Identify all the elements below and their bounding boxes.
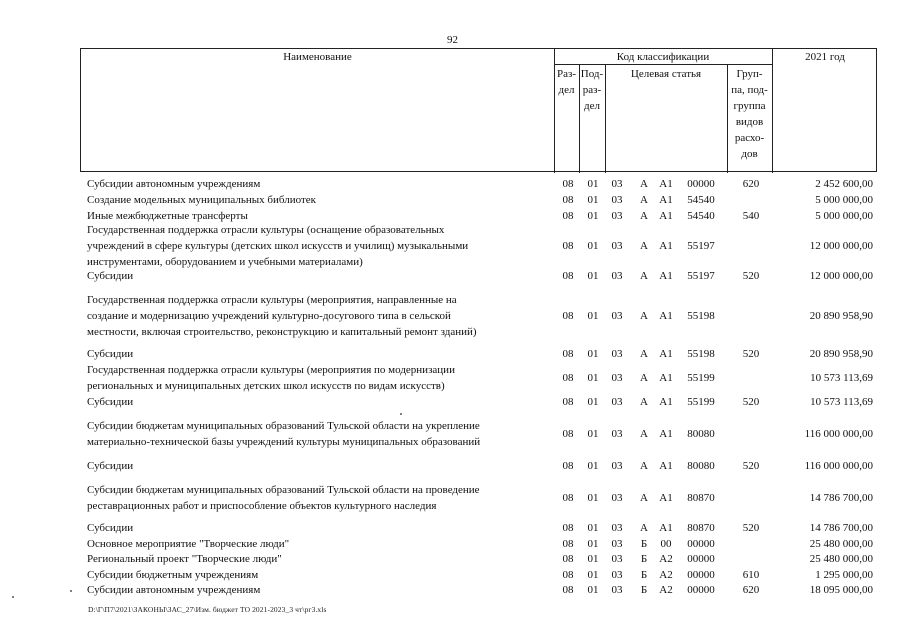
code-p: 01 <box>587 348 599 360</box>
table-row <box>87 418 877 450</box>
row-amount: 1 295 000,00 <box>815 569 873 581</box>
table-row <box>87 176 877 192</box>
code-t4: 55198 <box>687 348 715 360</box>
code-r: 08 <box>562 553 574 565</box>
code-p: 01 <box>587 492 599 504</box>
code-g: 520 <box>742 460 760 472</box>
code-g: 520 <box>742 522 760 534</box>
code-t3: А2 <box>659 569 673 581</box>
code-t1: 03 <box>611 210 623 222</box>
code-p: 01 <box>587 584 599 596</box>
row-name <box>87 268 547 284</box>
code-r: 08 <box>562 522 574 534</box>
table-row <box>87 268 877 284</box>
code-r: 08 <box>562 460 574 472</box>
row-name <box>87 394 547 410</box>
row-amount: 5 000 000,00 <box>815 210 873 222</box>
row-name <box>87 346 547 362</box>
table-row <box>87 482 877 514</box>
code-r: 08 <box>562 396 574 408</box>
table-header <box>80 48 877 172</box>
code-t2: А <box>640 178 648 190</box>
row-name-line: инструментами, оборудованием и учебными материалами) <box>87 256 363 268</box>
row-name <box>87 567 547 583</box>
code-t4: 00000 <box>687 569 715 581</box>
row-name-line: местности, включая строительство, реконструкцию и капитальный ремонт зданий) <box>87 326 477 338</box>
code-p: 01 <box>587 522 599 534</box>
row-name-line: Субсидии автономным учреждениям <box>87 178 261 190</box>
code-r: 08 <box>562 210 574 222</box>
code-r: 08 <box>562 240 574 252</box>
table-row <box>87 362 877 394</box>
code-r: 08 <box>562 270 574 282</box>
code-r: 08 <box>562 178 574 190</box>
row-amount: 25 480 000,00 <box>809 553 873 565</box>
code-t2: Б <box>640 538 648 550</box>
row-name-line: Государственная поддержка отрасли культуры (мероприятия по модернизации <box>87 364 455 376</box>
row-amount: 14 786 700,00 <box>809 522 873 534</box>
code-t4: 55197 <box>687 270 715 282</box>
code-p: 01 <box>587 538 599 550</box>
row-name <box>87 551 547 567</box>
code-t4: 00000 <box>687 178 715 190</box>
code-t3: А1 <box>659 210 673 222</box>
row-name-line: Субсидии <box>87 270 134 282</box>
code-t2: А <box>640 428 648 440</box>
scan-speck <box>400 413 402 415</box>
code-p: 01 <box>587 428 599 440</box>
table-row <box>87 536 877 552</box>
code-t3: А1 <box>659 348 673 360</box>
code-t1: 03 <box>611 396 623 408</box>
row-name <box>87 292 547 340</box>
code-p: 01 <box>587 240 599 252</box>
row-name-line: Субсидии <box>87 460 134 472</box>
row-amount: 20 890 958,90 <box>809 348 873 360</box>
code-t2: А <box>640 492 648 504</box>
code-t4: 80870 <box>687 522 715 534</box>
code-t4: 00000 <box>687 538 715 550</box>
code-t1: 03 <box>611 538 623 550</box>
code-t1: 03 <box>611 428 623 440</box>
code-t4: 55199 <box>687 396 715 408</box>
code-r: 08 <box>562 348 574 360</box>
row-amount: 10 573 113,69 <box>810 396 873 408</box>
code-t1: 03 <box>611 553 623 565</box>
code-t4: 54540 <box>687 210 715 222</box>
row-name <box>87 536 547 552</box>
code-t3: А1 <box>659 240 673 252</box>
row-name <box>87 482 547 514</box>
row-name-line: Субсидии бюджетам муниципальных образований Тульской области на укрепление <box>87 420 480 432</box>
table-row <box>87 582 877 598</box>
row-amount: 12 000 000,00 <box>809 270 873 282</box>
code-t2: А <box>640 372 648 384</box>
code-t1: 03 <box>611 584 623 596</box>
code-t3: А1 <box>659 194 673 206</box>
header-razdel: Раз- дел <box>556 68 576 96</box>
row-name-line: Региональный проект "Творческие люди" <box>87 553 282 565</box>
row-name-line: реставрационных работ и приспособление объектов культурного наследия <box>87 500 437 512</box>
code-t3: А1 <box>659 460 673 472</box>
code-p: 01 <box>587 569 599 581</box>
code-g: 520 <box>742 348 760 360</box>
code-r: 08 <box>562 492 574 504</box>
code-t2: Б <box>640 584 648 596</box>
code-t2: А <box>640 210 648 222</box>
row-amount: 12 000 000,00 <box>809 240 873 252</box>
code-t4: 54540 <box>687 194 715 206</box>
code-t3: А1 <box>659 396 673 408</box>
row-name-line: создание и модернизацию учреждений культурно-досугового типа в сельской <box>87 310 451 322</box>
row-name <box>87 582 547 598</box>
row-name-line: Субсидии автономным учреждениям <box>87 584 261 596</box>
table-row <box>87 394 877 410</box>
row-name <box>87 418 547 450</box>
row-amount: 10 573 113,69 <box>810 372 873 384</box>
code-t3: А1 <box>659 428 673 440</box>
row-name-line: Субсидии бюджетам муниципальных образований Тульской области на проведение <box>87 484 480 496</box>
row-name <box>87 458 547 474</box>
code-t3: А2 <box>659 584 673 596</box>
code-t4: 55199 <box>687 372 715 384</box>
code-t3: А1 <box>659 372 673 384</box>
table-row <box>87 346 877 362</box>
row-amount: 5 000 000,00 <box>815 194 873 206</box>
code-t1: 03 <box>611 194 623 206</box>
code-t3: А1 <box>659 522 673 534</box>
code-t1: 03 <box>611 270 623 282</box>
code-t4: 00000 <box>687 553 715 565</box>
row-name-line: Основное мероприятие "Творческие люди" <box>87 538 290 550</box>
row-amount: 14 786 700,00 <box>809 492 873 504</box>
code-t4: 00000 <box>687 584 715 596</box>
code-g: 540 <box>742 210 760 222</box>
row-name-line: Государственная поддержка отрасли культуры (оснащение образовательных <box>87 224 445 236</box>
code-r: 08 <box>562 428 574 440</box>
code-p: 01 <box>587 270 599 282</box>
code-r: 08 <box>562 372 574 384</box>
row-name-line: материально-технической базы учреждений культуры муниципальных образований <box>87 436 481 448</box>
row-amount: 18 095 000,00 <box>809 584 873 596</box>
scan-speck <box>12 596 14 598</box>
code-r: 08 <box>562 194 574 206</box>
code-t2: А <box>640 348 648 360</box>
code-t1: 03 <box>611 240 623 252</box>
code-t1: 03 <box>611 372 623 384</box>
header-podrazdel: Под- раз- дел <box>580 68 604 112</box>
header-divider <box>772 49 773 173</box>
header-target: Целевая статья <box>630 68 702 80</box>
row-name-line: Государственная поддержка отрасли культуры (мероприятия, направленные на <box>87 294 457 306</box>
row-name <box>87 222 547 270</box>
table-row <box>87 222 877 270</box>
code-t1: 03 <box>611 492 623 504</box>
table-row <box>87 551 877 567</box>
code-t1: 03 <box>611 178 623 190</box>
code-p: 01 <box>587 553 599 565</box>
row-name <box>87 176 547 192</box>
row-name <box>87 192 547 208</box>
code-t1: 03 <box>611 310 623 322</box>
code-t2: А <box>640 522 648 534</box>
row-name-line: Субсидии <box>87 348 134 360</box>
row-amount: 20 890 958,90 <box>809 310 873 322</box>
code-g: 610 <box>742 569 760 581</box>
code-t3: 00 <box>660 538 672 550</box>
code-p: 01 <box>587 194 599 206</box>
table-row <box>87 292 877 340</box>
code-t2: А <box>640 270 648 282</box>
row-name-line: Создание модельных муниципальных библиотек <box>87 194 317 206</box>
table-row <box>87 458 877 474</box>
code-r: 08 <box>562 310 574 322</box>
header-year: 2021 год <box>805 51 845 63</box>
code-g: 620 <box>742 584 760 596</box>
code-t2: А <box>640 310 648 322</box>
row-amount: 116 000 000,00 <box>804 460 873 472</box>
code-t4: 55197 <box>687 240 715 252</box>
code-p: 01 <box>587 310 599 322</box>
code-t2: А <box>640 194 648 206</box>
code-t3: А1 <box>659 492 673 504</box>
code-t2: А <box>640 240 648 252</box>
header-group: Груп- па, под- группа видов расхо- дов <box>731 68 768 160</box>
code-t4: 80080 <box>687 460 715 472</box>
code-t2: А <box>640 396 648 408</box>
table-row <box>87 567 877 583</box>
row-name-line: Субсидии <box>87 396 134 408</box>
code-t2: Б <box>640 569 648 581</box>
row-amount: 25 480 000,00 <box>809 538 873 550</box>
code-t2: А <box>640 460 648 472</box>
row-name-line: учреждений в сфере культуры (детских школ искусств и училищ) музыкальными <box>87 240 469 252</box>
code-t2: Б <box>640 553 648 565</box>
code-t3: А1 <box>659 178 673 190</box>
scan-speck <box>70 590 72 592</box>
code-p: 01 <box>587 372 599 384</box>
table-row <box>87 192 877 208</box>
code-r: 08 <box>562 569 574 581</box>
code-t1: 03 <box>611 569 623 581</box>
table-row <box>87 520 877 536</box>
code-t3: А2 <box>659 553 673 565</box>
row-name <box>87 362 547 394</box>
row-name-line: Субсидии <box>87 522 134 534</box>
code-t3: А1 <box>659 270 673 282</box>
code-t4: 80870 <box>687 492 715 504</box>
code-g: 520 <box>742 270 760 282</box>
page-number: 92 <box>447 34 458 46</box>
code-r: 08 <box>562 538 574 550</box>
code-t1: 03 <box>611 460 623 472</box>
code-t3: А1 <box>659 310 673 322</box>
row-amount: 2 452 600,00 <box>815 178 873 190</box>
code-p: 01 <box>587 178 599 190</box>
row-name <box>87 520 547 536</box>
code-p: 01 <box>587 396 599 408</box>
code-p: 01 <box>587 460 599 472</box>
row-name-line: Субсидии бюджетным учреждениям <box>87 569 259 581</box>
code-r: 08 <box>562 584 574 596</box>
header-code: Код классификации <box>616 51 710 63</box>
code-t4: 80080 <box>687 428 715 440</box>
code-g: 520 <box>742 396 760 408</box>
row-name-line: Иные межбюджетные трансферты <box>87 210 248 222</box>
file-path-footer: D:\Г\П7\2021\ЗАКОНЫ\ЗАС_27\Изм. бюджет ТО 2021-2023_3 чт\рг3.xls <box>88 605 327 614</box>
code-t1: 03 <box>611 522 623 534</box>
row-amount: 116 000 000,00 <box>804 428 873 440</box>
code-t4: 55198 <box>687 310 715 322</box>
code-t1: 03 <box>611 348 623 360</box>
code-p: 01 <box>587 210 599 222</box>
row-name-line: региональных и муниципальных детских школ искусств по видам искусств) <box>87 380 445 392</box>
header-name: Наименование <box>283 51 352 63</box>
code-g: 620 <box>742 178 760 190</box>
